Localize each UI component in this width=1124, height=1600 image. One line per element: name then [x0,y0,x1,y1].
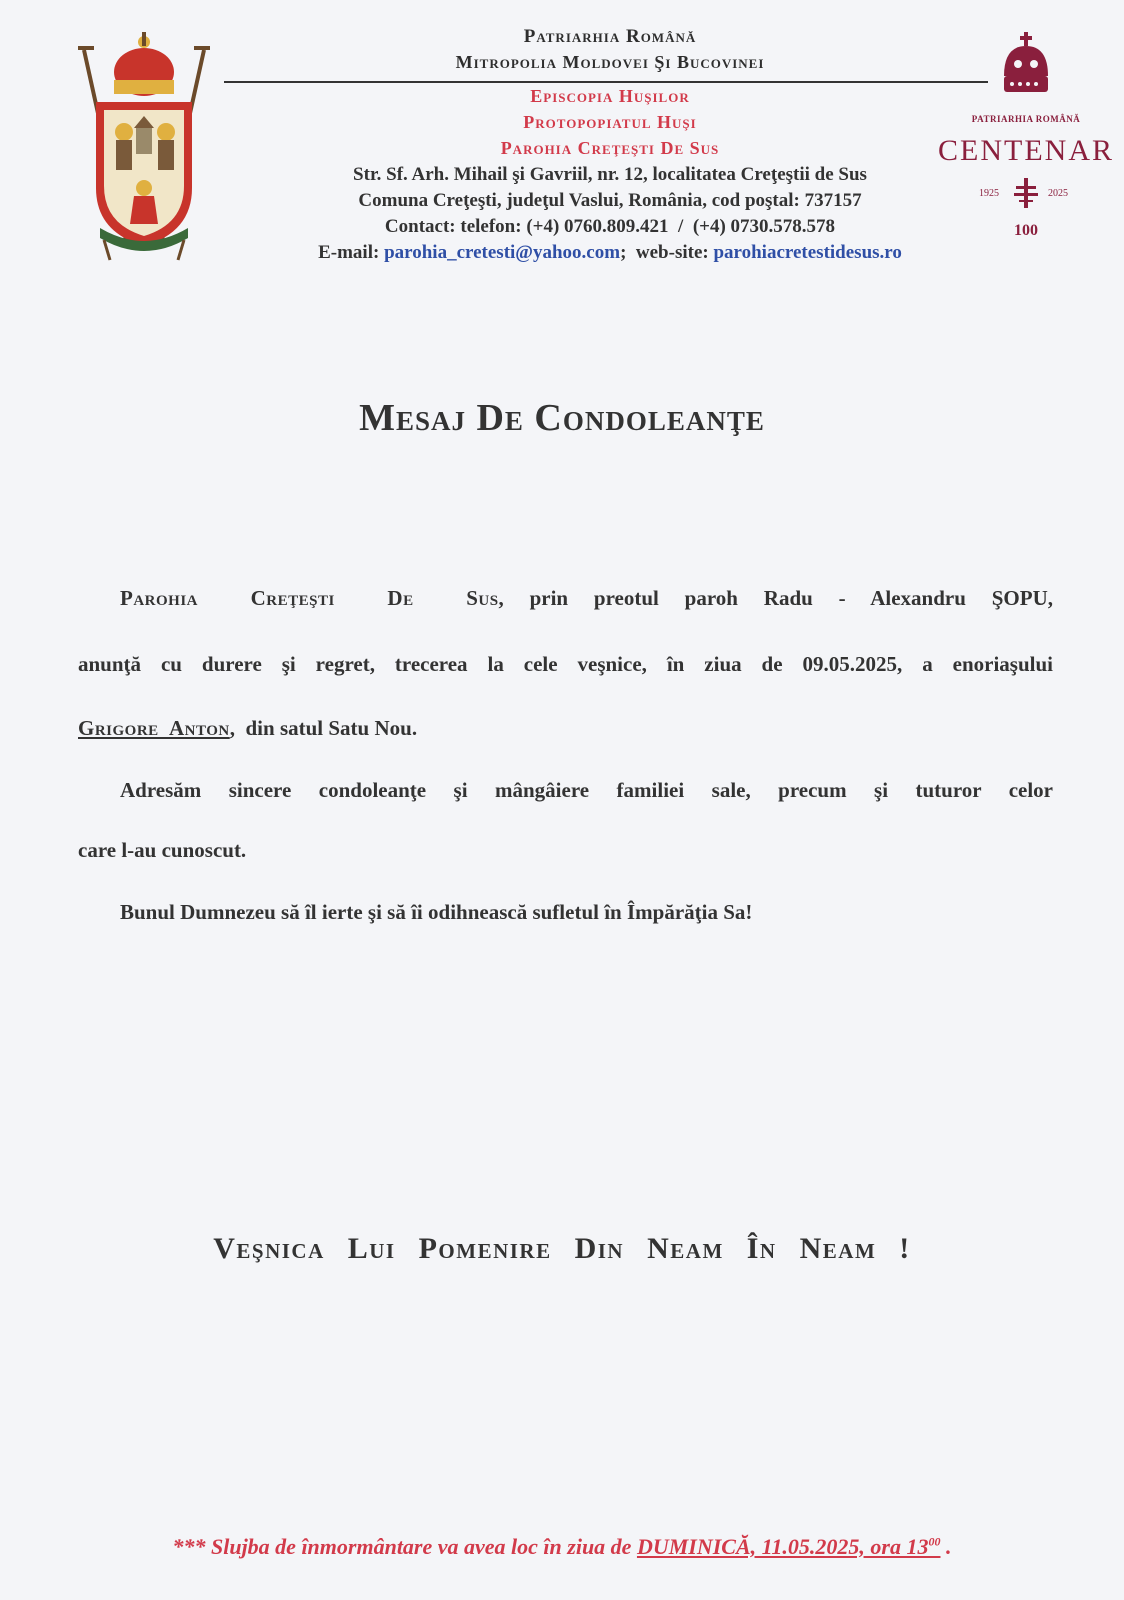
paragraph-1 [120,586,1053,611]
paragraph-4: Adresăm sincere condoleanţe şi mângâiere familiei sale, precum şi tuturor celor [120,778,1053,802]
centenar-number: 100 [1014,222,1038,239]
centenar-year-start: 1925 [979,188,999,199]
centenar-year-end: 2025 [1048,188,1068,199]
header-metropolis: Mitropolia Moldovei Şi Bucovinei [455,52,765,72]
email-label: E-mail: [318,242,385,263]
paragraph-3 [78,716,1053,741]
address-line-1: Str. Sf. Arh. Mihail şi Gavriil, nr. 12, localitatea Creţeştii de Sus [353,164,867,185]
centenar-word: CENTENAR [938,134,1114,167]
funeral-notice-suffix: . [940,1534,952,1559]
contact-line: Contact: telefon: (+4) 0760.809.421 / (+4) 0730.578.578 [384,216,836,237]
parish-coat-of-arms-icon [74,28,214,264]
cross-icon [1014,178,1038,208]
page-title: Mesaj De Condoleanţe [359,397,765,439]
header-diocese: Episcopia Huşilor [530,86,690,106]
email-link[interactable]: parohia_cretesti@yahoo.com [384,242,621,263]
website-link[interactable]: parohiacretestidesus.ro [713,242,902,263]
funeral-notice [0,1534,1124,1560]
paragraph-1-text: , prin preotul paroh Radu - Alexandru ŞOPU, [498,586,1053,610]
funeral-date-text: DUMINICĂ, 11.05.2025, ora 13 [636,1534,929,1559]
email-web-line [220,242,1000,264]
header-patriarchy: Patriarhia Română [523,26,697,47]
paragraph-5: care l-au cunoscut. [78,838,247,862]
centenar-patriarchy-label: PATRIARHIA ROMÂNĂ [971,114,1081,124]
paragraph-2: anunţă cu durere şi regret, trecerea la cele veşnice, în ziua de 09.05.2025, a enoriaşului [78,652,1053,676]
funeral-time-minutes: 00 [928,1534,941,1549]
closing-message: Veşnica Lui Pomenire Din Neam În Neam ! [213,1232,911,1265]
address-line-2: Comuna Creţeşti, judeţul Vaslui, România, cod poştal: 737157 [358,190,862,211]
header-parish: Parohia Creţeşti De Sus [500,138,720,158]
web-label: ; web-site: [620,242,714,263]
paragraph-3-text: , din satul Satu Nou. [229,716,418,740]
funeral-date [637,1534,941,1559]
paragraph-6: Bunul Dumnezeu să îl ierte şi să îi odihnească sufletul în Împărăţia Sa! [120,900,753,924]
header-protopopiat: Protopopiatul Huşi [523,112,697,132]
parish-name: Parohia Creţeşti De Sus [120,586,499,610]
mitre-icon [996,30,1056,102]
funeral-notice-prefix: *** Slujba de înmormântare va avea loc în ziua de [172,1534,637,1559]
header-divider [224,81,988,83]
deceased-name: Grigore Anton [78,716,230,740]
